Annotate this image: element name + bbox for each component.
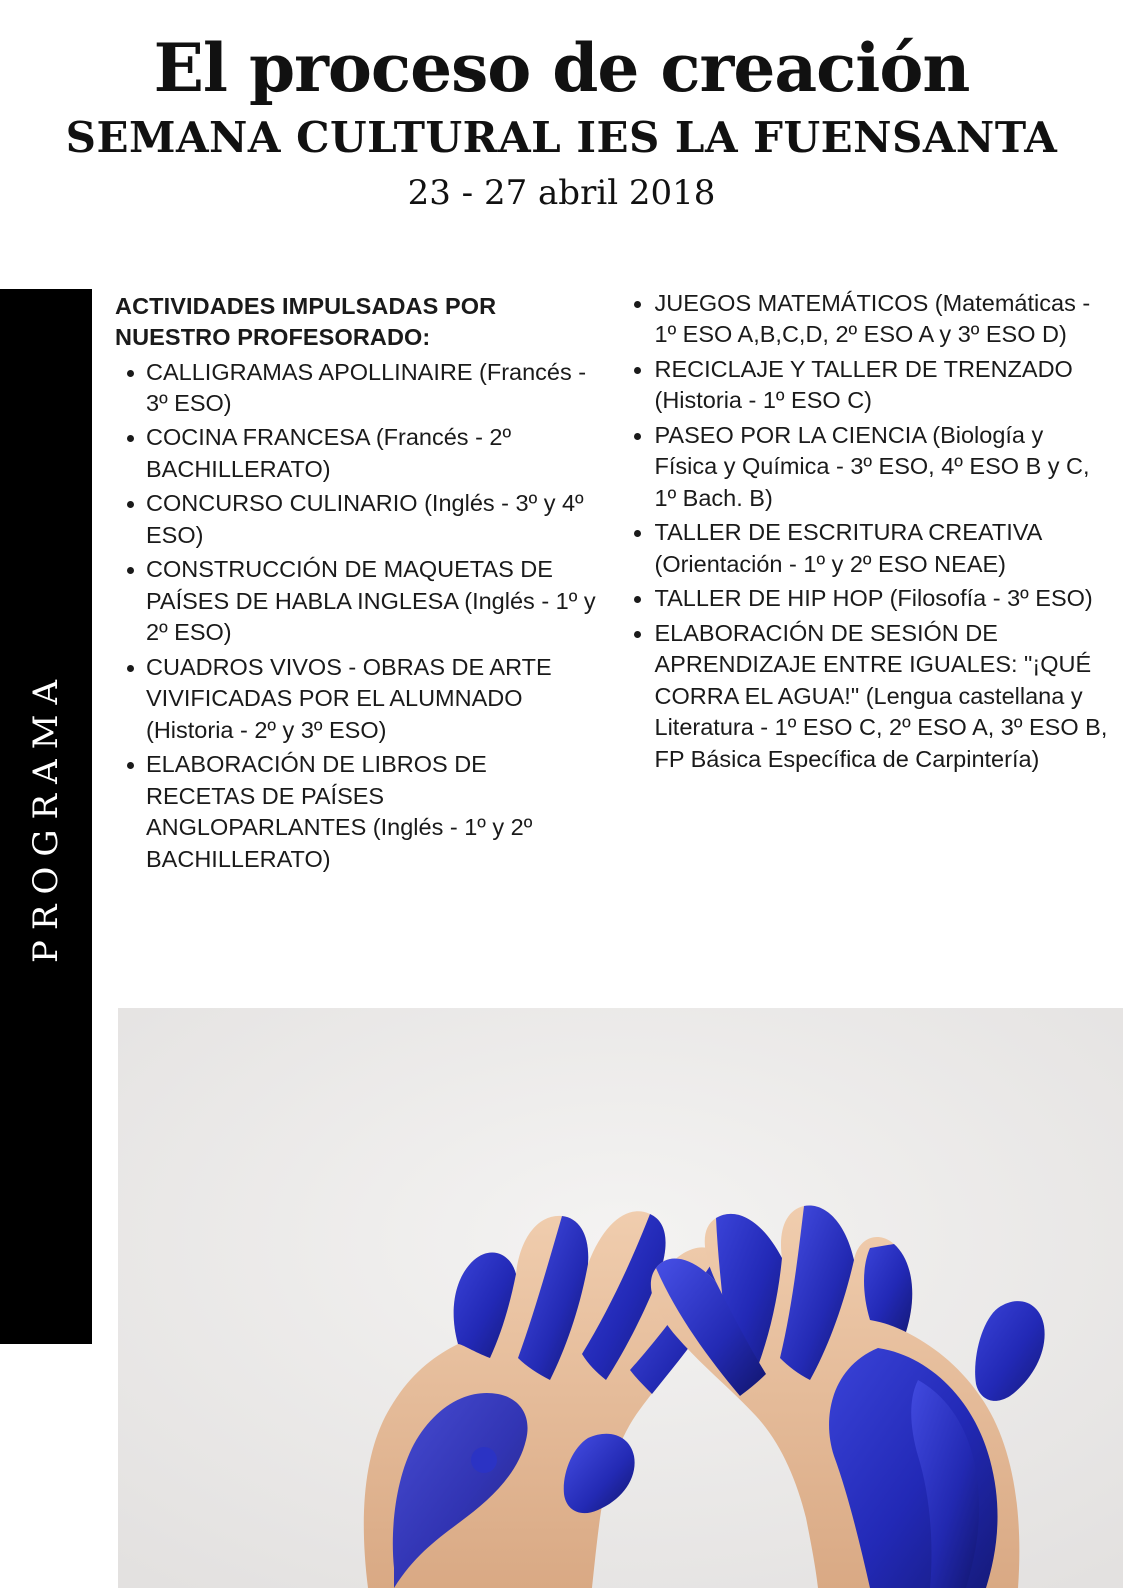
- sidebar-programa: [0, 289, 92, 1344]
- list-item: JUEGOS MATEMÁTICOS (Matemáticas - 1º ESO A,B,C,D, 2º ESO A y 3º ESO D): [621, 288, 1110, 351]
- page-title: El proceso de creación: [153, 29, 970, 107]
- list-item: TALLER DE ESCRITURA CREATIVA (Orientación - 1º y 2º ESO NEAE): [621, 517, 1110, 580]
- list-item: ELABORACIÓN DE LIBROS DE RECETAS DE PAÍSES ANGLOPARLANTES (Inglés - 1º y 2º BACHILLERATO): [108, 749, 597, 875]
- list-item: PASEO POR LA CIENCIA (Biología y Física y Química - 3º ESO, 4º ESO B y C, 1º Bach. B): [621, 420, 1110, 514]
- list-item: RECICLAJE Y TALLER DE TRENZADO (Historia - 1º ESO C): [621, 354, 1110, 417]
- list-item: TALLER DE HIP HOP (Filosofía - 3º ESO): [621, 583, 1110, 614]
- poster-header: [0, 0, 1123, 213]
- list-item: CONCURSO CULINARIO (Inglés - 3º y 4º ESO): [108, 488, 597, 551]
- section-heading: ACTIVIDADES IMPULSADAS POR NUESTRO PROFESORADO:: [115, 293, 497, 351]
- program-content: [92, 285, 1123, 1005]
- page-subtitle: SEMANA CULTURAL IES LA FUENSANTA: [65, 113, 1058, 163]
- list-item: CONSTRUCCIÓN DE MAQUETAS DE PAÍSES DE HABLA INGLESA (Inglés - 1º y 2º ESO): [108, 554, 597, 648]
- activities-column-left: [108, 285, 601, 1005]
- list-item: ELABORACIÓN DE SESIÓN DE APRENDIZAJE ENTRE IGUALES: "¡QUÉ CORRA EL AGUA!" (Lengua castellana y Literatura - 1º ESO C, 2º ESO A, 3º ESO B, FP Básica Específica de Carpintería): [621, 618, 1110, 775]
- list-item: COCINA FRANCESA (Francés - 2º BACHILLERATO): [108, 422, 597, 485]
- activities-column-right: [617, 285, 1110, 1005]
- hands-photo: [118, 1008, 1123, 1588]
- sidebar-label: PROGRAMA: [26, 669, 66, 964]
- event-dates: 23 - 27 abril 2018: [407, 173, 716, 214]
- activities-list-left: [108, 357, 597, 876]
- list-item: CALLIGRAMAS APOLLINAIRE (Francés - 3º ESO): [108, 357, 597, 420]
- hands-illustration: [118, 1008, 1123, 1588]
- activities-list-right: [621, 288, 1110, 775]
- list-item: CUADROS VIVOS - OBRAS DE ARTE VIVIFICADAS POR EL ALUMNADO (Historia - 2º y 3º ESO): [108, 652, 597, 746]
